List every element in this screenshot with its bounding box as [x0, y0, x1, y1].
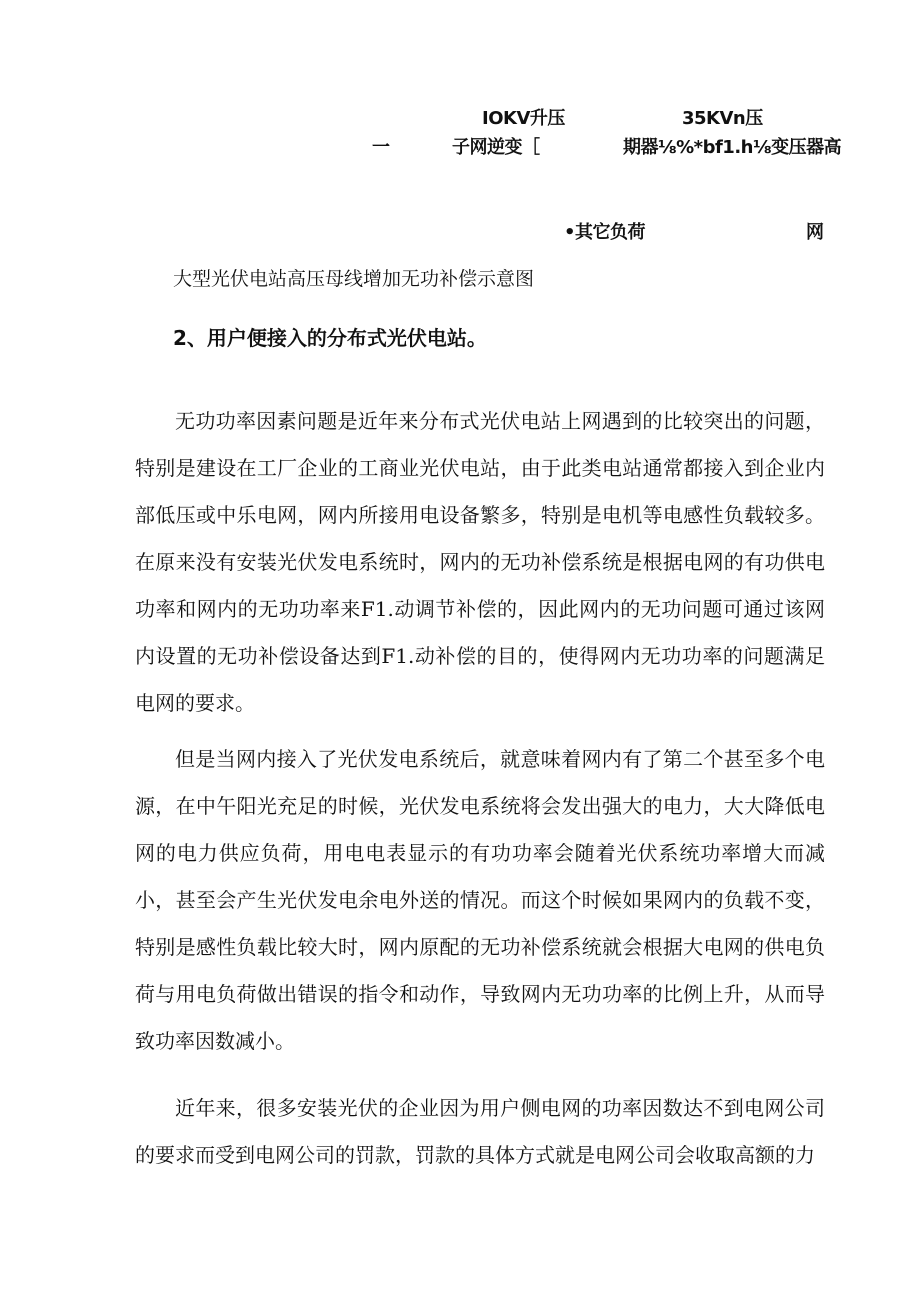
paragraph-text: 无功功率因素问题是近年来分布式光伏电站上网遇到的比较突出的问题，特别是建设在工厂企业的工商业光伏电站，由于此类电站通常都接入到企业内部低压或中乐电网，网内所接用电设备繁多，特别是电机等电感性负载较多。在原来没有安装光伏发电系统时，网内的无功补偿系统是根据电网的有功供电功率和网内的无功功率来F1.动调节补偿的，因此网内的无功问题可通过该网内设置的无功补偿设备达到F1.动补偿的目的，使得网内无功功率的问题满足电网的要求。	[135, 409, 825, 715]
label-other-load: •其它负荷	[564, 222, 646, 243]
diagram-dash: 一	[372, 137, 390, 158]
figure-caption: 大型光伏电站高压母线增加无功补偿示意图	[173, 268, 535, 290]
label-35kv-step-up: 35KVn压	[682, 108, 763, 129]
paragraph-1	[135, 398, 825, 727]
label-grid: 网	[806, 222, 824, 243]
label-inverter: 子网逆变［	[452, 137, 540, 158]
paragraph-text: 近年来，很多安装光伏的企业因为用户侧电网的功率因数达不到电网公司的要求而受到电网公司的罚款，罚款的具体方式就是电网公司会收取高额的力	[135, 1096, 825, 1167]
label-transformer: 期器⅛%*bf1.h⅛变压器高	[623, 137, 842, 158]
section-heading: 2、用户便接入的分布式光伏电站。	[173, 326, 487, 350]
paragraph-3	[135, 1085, 825, 1179]
paragraph-2	[135, 736, 825, 1065]
label-10kv-step-up: IOKV升压	[482, 108, 565, 129]
paragraph-text: 但是当网内接入了光伏发电系统后，就意味着网内有了第二个甚至多个电源，在中午阳光充足的时候，光伏发电系统将会发出强大的电力，大大降低电网的电力供应负荷，用电电表显示的有功功率会随着光伏系统功率增大而减小，甚至会产生光伏发电余电外送的情况。而这个时候如果网内的负载不变，特别是感性负载比较大时，网内原配的无功补偿系统就会根据大电网的供电负荷与用电负荷做出错误的指令和动作，导致网内无功功率的比例上升，从而导致功率因数减小。	[135, 747, 825, 1053]
